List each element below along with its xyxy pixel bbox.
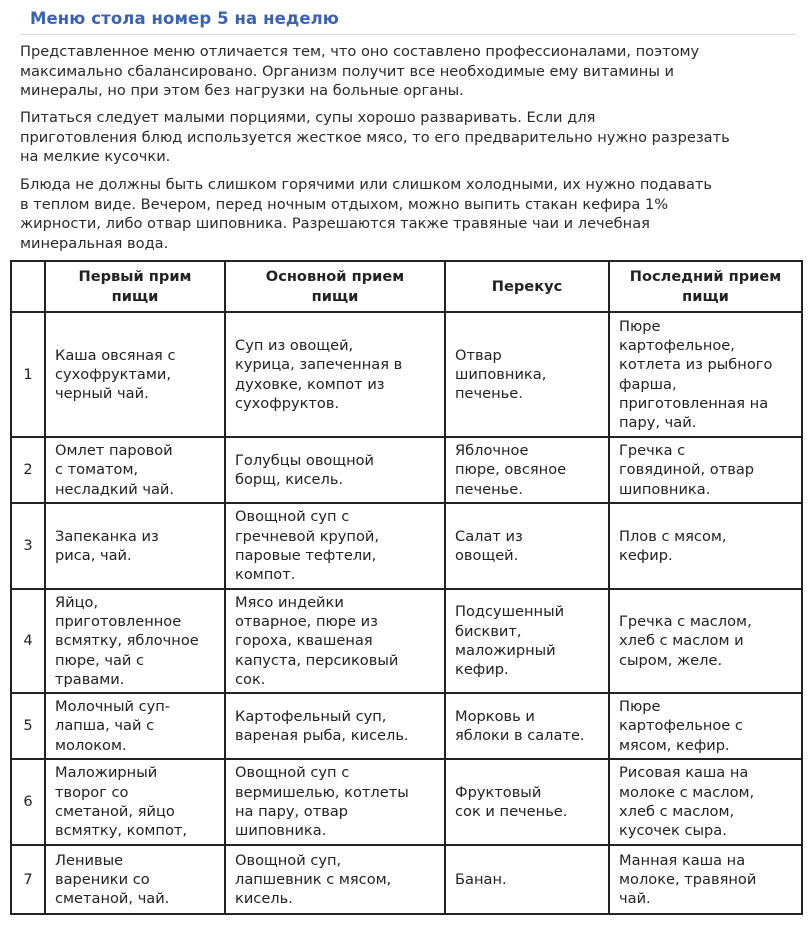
day-number: 1 [11, 312, 45, 437]
last-meal-cell: Пюре картофельное, котлета из рыбного фарша, приготовленная на пару, чай. [609, 312, 802, 437]
main-meal-cell: Овощной суп с гречневой крупой, паровые тефтели, компот. [225, 503, 445, 589]
table-row [11, 437, 802, 503]
table-header-row [11, 261, 802, 312]
header-snack: Перекус [445, 261, 609, 312]
main-meal-cell: Суп из овощей, курица, запеченная в духовке, компот из сухофруктов. [225, 312, 445, 437]
main-meal-cell: Голубцы овощной борщ, кисель. [225, 437, 445, 503]
main-meal-cell: Картофельный суп, вареная рыба, кисель. [225, 693, 445, 759]
snack-cell: Банан. [445, 845, 609, 914]
snack-cell: Подсушенный бисквит, маложирный кефир. [445, 589, 609, 693]
snack-cell: Отвар шиповника, печенье. [445, 312, 609, 437]
first-meal-cell: Запеканка из риса, чай. [45, 503, 225, 589]
weekly-menu-table [10, 260, 803, 915]
table-row [11, 589, 802, 693]
day-number: 5 [11, 693, 45, 759]
snack-cell: Салат из овощей. [445, 503, 609, 589]
last-meal-cell: Плов с мясом, кефир. [609, 503, 802, 589]
header-day-number [11, 261, 45, 312]
snack-cell: Яблочное пюре, овсяное печенье. [445, 437, 609, 503]
last-meal-cell: Гречка с говядиной, отвар шиповника. [609, 437, 802, 503]
table-row [11, 693, 802, 759]
intro-paragraph-3: Блюда не должны быть слишком горячими или слишком холодными, их нужно подавать в теплом виде. Вечером, перед ночным отдыхом, можно выпить стакан кефира 1% жирности, либо отвар шиповника. Разрешаются также травяные чаи и лечебная минеральная вода. [20, 176, 712, 252]
first-meal-cell: Омлет паровой с томатом, несладкий чай. [45, 437, 225, 503]
last-meal-cell: Пюре картофельное с мясом, кефир. [609, 693, 802, 759]
last-meal-cell: Манная каша на молоке, травяной чай. [609, 845, 802, 914]
header-first-meal: Первый прим пищи [45, 261, 225, 312]
first-meal-cell: Каша овсяная с сухофруктами, черный чай. [45, 312, 225, 437]
day-number: 2 [11, 437, 45, 503]
table-row [11, 759, 802, 845]
snack-cell: Морковь и яблоки в салате. [445, 693, 609, 759]
first-meal-cell: Яйцо, приготовленное всмятку, яблочное пюре, чай с травами. [45, 589, 225, 693]
day-number: 7 [11, 845, 45, 914]
intro-paragraph-2: Питаться следует малыми порциями, супы хорошо разваривать. Если для приготовления блюд используется жесткое мясо, то его предварительно нужно разрезать на мелкие кусочки. [20, 109, 730, 165]
title-divider [20, 34, 796, 35]
snack-cell: Фруктовый сок и печенье. [445, 759, 609, 845]
header-last-meal: Последний прием пищи [609, 261, 802, 312]
table-row [11, 312, 802, 437]
last-meal-cell: Гречка с маслом, хлеб с маслом и сыром, желе. [609, 589, 802, 693]
day-number: 3 [11, 503, 45, 589]
day-number: 4 [11, 589, 45, 693]
main-meal-cell: Овощной суп, лапшевник с мясом, кисель. [225, 845, 445, 914]
first-meal-cell: Молочный суп- лапша, чай с молоком. [45, 693, 225, 759]
last-meal-cell: Рисовая каша на молоке с маслом, хлеб с маслом, кусочек сыра. [609, 759, 802, 845]
main-meal-cell: Мясо индейки отварное, пюре из гороха, квашеная капуста, персиковый сок. [225, 589, 445, 693]
header-main-meal: Основной прием пищи [225, 261, 445, 312]
table-row [11, 503, 802, 589]
main-meal-cell: Овощной суп с вермишелью, котлеты на пару, отвар шиповника. [225, 759, 445, 845]
day-number: 6 [11, 759, 45, 845]
table-row [11, 845, 802, 914]
first-meal-cell: Ленивые вареники со сметаной, чай. [45, 845, 225, 914]
first-meal-cell: Маложирный творог со сметаной, яйцо всмятку, компот, [45, 759, 225, 845]
page-title: Меню стола номер 5 на неделю [30, 9, 339, 28]
intro-paragraph-1: Представленное меню отличается тем, что оно составлено профессионалами, поэтому максимально сбалансировано. Организм получит все необходимые ему витамины и минералы, но при этом без нагрузки на больные органы. [20, 43, 700, 99]
